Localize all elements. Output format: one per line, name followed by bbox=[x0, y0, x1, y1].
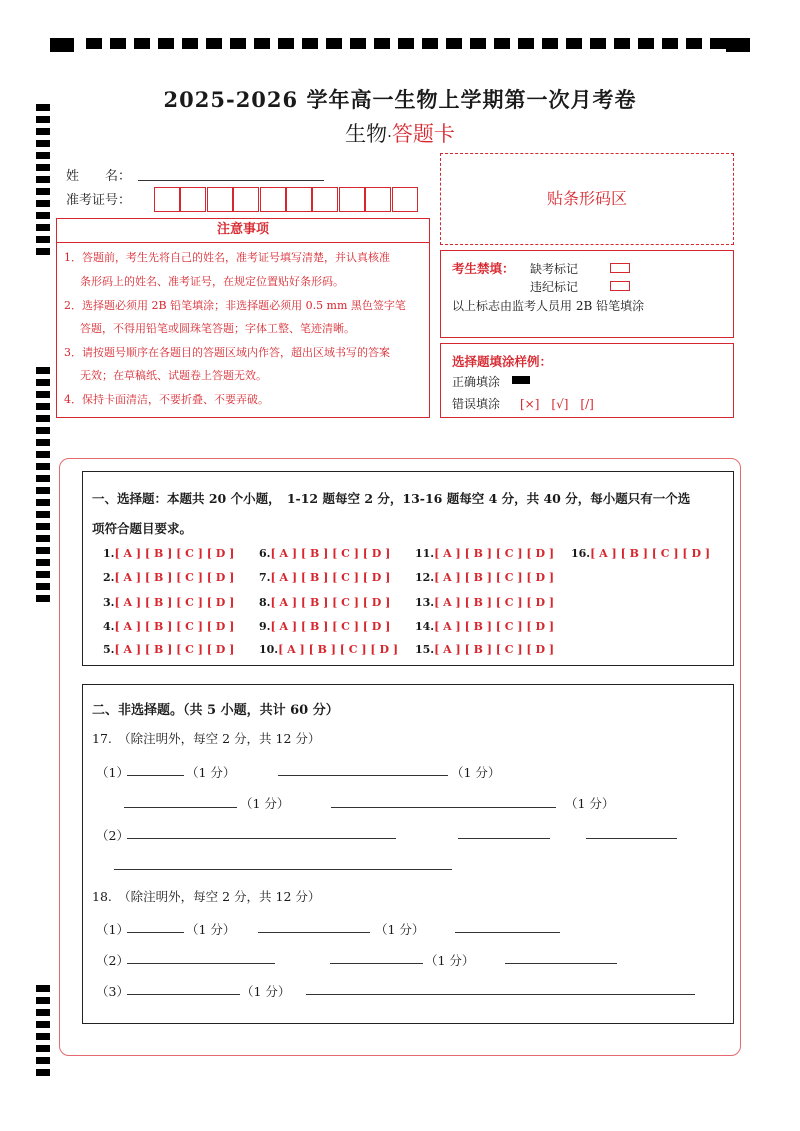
mcq-options[interactable]: [ A ] [ B ] [ C ] [ D ] bbox=[114, 620, 235, 633]
q17-point-note: （1 分） bbox=[186, 765, 236, 780]
mcq-number: 10. bbox=[259, 643, 279, 656]
timing-mark bbox=[36, 1069, 50, 1076]
mcq-number: 16. bbox=[571, 547, 591, 560]
mcq-options[interactable]: [ A ] [ B ] [ C ] [ D ] bbox=[114, 571, 235, 584]
q17-blank[interactable] bbox=[458, 838, 550, 839]
timing-mark bbox=[590, 38, 606, 49]
timing-mark bbox=[662, 38, 678, 49]
timing-mark bbox=[36, 200, 50, 207]
mcq-item[interactable] bbox=[103, 571, 234, 584]
q18-blank[interactable] bbox=[258, 932, 370, 933]
mcq-item[interactable] bbox=[571, 547, 710, 560]
q18-blank[interactable] bbox=[127, 932, 184, 933]
timing-mark bbox=[686, 38, 702, 49]
q17-blank[interactable] bbox=[278, 775, 448, 776]
timing-mark bbox=[158, 38, 174, 49]
timing-mark bbox=[36, 511, 50, 518]
mcq-options[interactable]: [ A ] [ B ] [ C ] [ D ] bbox=[434, 620, 555, 633]
timing-mark bbox=[326, 38, 342, 49]
mcq-options[interactable]: [ A ] [ B ] [ C ] [ D ] bbox=[278, 643, 399, 656]
q17-point-note: （1 分） bbox=[240, 796, 290, 811]
timing-mark bbox=[614, 38, 630, 49]
timing-mark bbox=[230, 38, 246, 49]
exam-number-cell[interactable] bbox=[365, 187, 391, 212]
timing-mark bbox=[36, 1021, 50, 1028]
q18-blank[interactable] bbox=[455, 932, 560, 933]
q18-point-note: （1 分） bbox=[241, 984, 291, 999]
timing-mark bbox=[350, 38, 366, 49]
q18-blank[interactable] bbox=[330, 963, 423, 964]
mcq-number: 1. bbox=[103, 547, 115, 560]
notice-box bbox=[56, 218, 430, 418]
page-subtitle bbox=[0, 118, 800, 148]
timing-mark bbox=[494, 38, 510, 49]
subtitle-subject: 生物 bbox=[345, 122, 388, 146]
mcq-number: 3. bbox=[103, 596, 115, 609]
timing-mark bbox=[254, 38, 270, 49]
q17-part2-label: （2） bbox=[96, 828, 129, 843]
timing-mark bbox=[36, 379, 50, 386]
correct-fill-sample bbox=[512, 376, 530, 384]
q17-blank[interactable] bbox=[127, 775, 184, 776]
timing-mark bbox=[36, 427, 50, 434]
mcq-options[interactable]: [ A ] [ B ] [ C ] [ D ] bbox=[270, 547, 391, 560]
mcq-options[interactable]: [ A ] [ B ] [ C ] [ D ] bbox=[270, 620, 391, 633]
timing-mark bbox=[36, 212, 50, 219]
timing-mark bbox=[36, 224, 50, 231]
violation-mark-box[interactable] bbox=[610, 281, 630, 291]
timing-mark bbox=[86, 38, 102, 49]
timing-mark bbox=[36, 248, 50, 255]
timing-mark bbox=[726, 38, 750, 52]
timing-mark bbox=[36, 403, 50, 410]
timing-mark bbox=[36, 997, 50, 1004]
wrong-fill-samples: [×] [√] [/] bbox=[520, 397, 594, 411]
q18-point-note: （1 分） bbox=[375, 922, 425, 937]
notice-heading: 注意事项 bbox=[56, 218, 430, 243]
correct-fill-label: 正确填涂 bbox=[452, 375, 501, 389]
q18-part3-label: （3） bbox=[96, 984, 129, 999]
barcode-area bbox=[440, 153, 734, 245]
timing-mark bbox=[182, 38, 198, 49]
timing-mark bbox=[470, 38, 486, 49]
forbidden-label: 考生禁填： bbox=[452, 261, 515, 276]
mcq-item[interactable] bbox=[103, 643, 234, 656]
timing-mark bbox=[36, 176, 50, 183]
q18-point-note: （1 分） bbox=[186, 922, 236, 937]
section1-title-cont: 项符合题目要求。 bbox=[92, 521, 193, 536]
timing-mark bbox=[36, 985, 50, 992]
mcq-number: 11. bbox=[415, 547, 435, 560]
timing-mark bbox=[302, 38, 318, 49]
mcq-options[interactable]: [ A ] [ B ] [ C ] [ D ] bbox=[114, 547, 235, 560]
notice-line: 3．请按题号顺序在各题目的答题区域内作答，超出区域书写的答案 bbox=[64, 346, 390, 359]
mcq-item[interactable] bbox=[415, 620, 554, 633]
timing-mark bbox=[36, 475, 50, 482]
notice-line: 答题，不得用铅笔或圆珠笔答题；字体工整、笔迹清晰。 bbox=[80, 322, 355, 335]
timing-mark bbox=[36, 499, 50, 506]
notice-line: 无效；在草稿纸、试题卷上答题无效。 bbox=[80, 369, 267, 382]
mcq-number: 12. bbox=[415, 571, 435, 584]
mcq-options[interactable]: [ A ] [ B ] [ C ] [ D ] bbox=[270, 596, 391, 609]
mcq-item[interactable] bbox=[259, 547, 390, 560]
mcq-item[interactable] bbox=[259, 571, 390, 584]
timing-mark bbox=[36, 547, 50, 554]
q17-part1-label: （1） bbox=[96, 765, 129, 780]
timing-mark bbox=[36, 188, 50, 195]
timing-mark bbox=[36, 367, 50, 374]
timing-mark bbox=[50, 38, 74, 52]
mcq-options[interactable]: [ A ] [ B ] [ C ] [ D ] bbox=[434, 643, 555, 656]
q17-point-note: （1 分） bbox=[565, 796, 615, 811]
mcq-item[interactable] bbox=[259, 643, 398, 656]
exam-number-cell[interactable] bbox=[392, 187, 418, 212]
timing-mark bbox=[110, 38, 126, 49]
exam-number-cell[interactable] bbox=[207, 187, 233, 212]
notice-line: 4．保持卡面清洁，不要折叠、不要弄破。 bbox=[64, 393, 269, 406]
name-label: 姓 名： bbox=[66, 169, 132, 184]
q18-part1-label: （1） bbox=[96, 922, 129, 937]
exam-number-cell[interactable] bbox=[154, 187, 180, 212]
q17-header: 17. （除注明外，每空 2 分，共 12 分） bbox=[92, 731, 321, 746]
timing-mark bbox=[36, 535, 50, 542]
timing-mark bbox=[36, 559, 50, 566]
timing-mark bbox=[134, 38, 150, 49]
section1-title: 一、选择题：本题共 20 个小题， 1-12 题每空 2 分，13-16 题每空 4 分，共 40 分，每小题只有一个选 bbox=[92, 491, 691, 506]
exam-number-cell[interactable] bbox=[312, 187, 338, 212]
mcq-options[interactable]: [ A ] [ B ] [ C ] [ D ] bbox=[434, 571, 555, 584]
mcq-options[interactable]: [ A ] [ B ] [ C ] [ D ] bbox=[114, 643, 235, 656]
section2-title: 二、非选择题。（共 5 小题，共计 60 分） bbox=[92, 703, 339, 718]
timing-mark bbox=[36, 1045, 50, 1052]
timing-mark bbox=[36, 487, 50, 494]
mcq-options[interactable]: [ A ] [ B ] [ C ] [ D ] bbox=[270, 571, 391, 584]
q18-blank[interactable] bbox=[306, 994, 695, 995]
q18-header: 18. （除注明外，每空 2 分，共 12 分） bbox=[92, 889, 321, 904]
timing-mark bbox=[36, 236, 50, 243]
violation-mark-label: 违纪标记 bbox=[530, 280, 579, 294]
mcq-number: 5. bbox=[103, 643, 115, 656]
q18-blank[interactable] bbox=[127, 994, 240, 995]
absent-mark-label: 缺考标记 bbox=[530, 262, 579, 276]
timing-mark bbox=[36, 571, 50, 578]
timing-mark bbox=[36, 523, 50, 530]
q18-part2-label: （2） bbox=[96, 953, 129, 968]
mcq-number: 8. bbox=[259, 596, 271, 609]
forbidden-note: 以上标志由监考人员用 2B 铅笔填涂 bbox=[452, 299, 645, 313]
mcq-number: 4. bbox=[103, 620, 115, 633]
timing-mark bbox=[36, 415, 50, 422]
timing-mark bbox=[36, 152, 50, 159]
mcq-item[interactable] bbox=[103, 596, 234, 609]
timing-mark bbox=[518, 38, 534, 49]
q17-blank[interactable] bbox=[586, 838, 677, 839]
exam-number-cell[interactable] bbox=[286, 187, 312, 212]
timing-mark bbox=[422, 38, 438, 49]
mcq-item[interactable] bbox=[259, 596, 390, 609]
timing-mark bbox=[36, 595, 50, 602]
fill-example-title: 选择题填涂样例： bbox=[452, 354, 553, 369]
notice-line: 1．答题前，考生先将自己的姓名，准考证号填写清楚，并认真核准 bbox=[64, 251, 390, 264]
mcq-number: 15. bbox=[415, 643, 435, 656]
mcq-number: 13. bbox=[415, 596, 435, 609]
mcq-number: 6. bbox=[259, 547, 271, 560]
timing-mark bbox=[278, 38, 294, 49]
q17-blank[interactable] bbox=[331, 807, 556, 808]
exam-number-cell[interactable] bbox=[339, 187, 365, 212]
subtitle-answer-card: 答题卡 bbox=[391, 122, 455, 146]
q17-blank[interactable] bbox=[124, 807, 237, 808]
mcq-item[interactable] bbox=[415, 643, 554, 656]
mcq-item[interactable] bbox=[415, 571, 554, 584]
timing-mark bbox=[638, 38, 654, 49]
exam-number-label: 准考证号： bbox=[66, 193, 132, 208]
q17-blank[interactable] bbox=[127, 838, 396, 839]
timing-mark bbox=[36, 1057, 50, 1064]
mcq-item[interactable] bbox=[103, 547, 234, 560]
q18-blank[interactable] bbox=[127, 963, 275, 964]
timing-mark bbox=[398, 38, 414, 49]
exam-number-cell[interactable] bbox=[233, 187, 259, 212]
q18-blank[interactable] bbox=[505, 963, 617, 964]
timing-mark bbox=[36, 463, 50, 470]
mcq-item[interactable] bbox=[415, 596, 554, 609]
mcq-item[interactable] bbox=[259, 620, 390, 633]
exam-number-cell[interactable] bbox=[260, 187, 286, 212]
q17-point-note: （1 分） bbox=[451, 765, 501, 780]
mcq-number: 14. bbox=[415, 620, 435, 633]
q18-point-note: （1 分） bbox=[425, 953, 475, 968]
timing-mark bbox=[206, 38, 222, 49]
timing-mark bbox=[36, 1009, 50, 1016]
q17-blank[interactable] bbox=[114, 869, 452, 870]
page-title: 2025-2026 学年高一生物上学期第一次月考卷 bbox=[163, 87, 637, 112]
mcq-number: 2. bbox=[103, 571, 115, 584]
mcq-item[interactable] bbox=[415, 547, 554, 560]
mcq-number: 7. bbox=[259, 571, 271, 584]
mcq-number: 9. bbox=[259, 620, 271, 633]
mcq-options[interactable]: [ A ] [ B ] [ C ] [ D ] bbox=[434, 547, 555, 560]
mcq-options[interactable]: [ A ] [ B ] [ C ] [ D ] bbox=[434, 596, 555, 609]
exam-number-cell[interactable] bbox=[180, 187, 206, 212]
mcq-options[interactable]: [ A ] [ B ] [ C ] [ D ] bbox=[590, 547, 711, 560]
name-field[interactable] bbox=[138, 180, 324, 181]
notice-line: 条形码上的姓名、准考证号，在规定位置贴好条形码。 bbox=[80, 275, 344, 288]
timing-mark bbox=[36, 439, 50, 446]
timing-mark bbox=[542, 38, 558, 49]
timing-mark bbox=[566, 38, 582, 49]
notice-line: 2．选择题必须用 2B 铅笔填涂；非选择题必须用 0.5 mm 黑色签字笔 bbox=[64, 299, 406, 312]
timing-mark bbox=[36, 391, 50, 398]
mcq-options[interactable]: [ A ] [ B ] [ C ] [ D ] bbox=[114, 596, 235, 609]
timing-mark bbox=[36, 451, 50, 458]
wrong-fill-label: 错误填涂 bbox=[452, 397, 501, 411]
timing-mark bbox=[446, 38, 462, 49]
subtitle-separator: · bbox=[387, 127, 392, 145]
mcq-item[interactable] bbox=[103, 620, 234, 633]
timing-mark bbox=[374, 38, 390, 49]
timing-mark bbox=[36, 1033, 50, 1040]
timing-mark bbox=[36, 583, 50, 590]
absent-mark-box[interactable] bbox=[610, 263, 630, 273]
timing-mark bbox=[36, 164, 50, 171]
barcode-label: 贴条形码区 bbox=[546, 189, 627, 208]
timing-mark bbox=[710, 38, 726, 49]
